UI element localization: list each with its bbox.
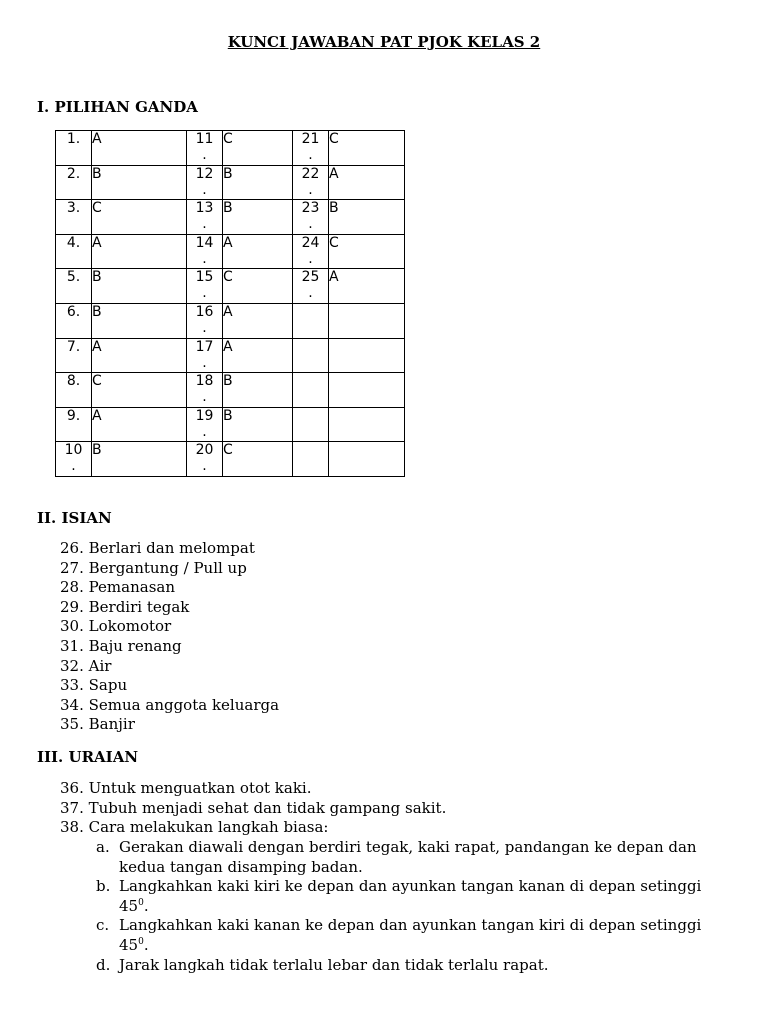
question-number-cell [293, 303, 329, 338]
answer-cell: A [92, 407, 187, 442]
answer-cell: B [329, 200, 405, 235]
question-number-cell [187, 131, 223, 166]
answer-cell: A [223, 234, 293, 269]
question-number-cell [187, 373, 223, 408]
question-number: 9. [66, 407, 81, 424]
question-number-cell [187, 269, 223, 304]
question-number: 1. [66, 131, 81, 147]
question-number-cell [56, 234, 92, 269]
answer-cell: A [223, 338, 293, 373]
question-number-cell [56, 407, 92, 442]
question-number-cell [187, 442, 223, 477]
answer-cell [329, 303, 405, 338]
list-item: 29. Berdiri tegak [60, 597, 190, 616]
question-number: 15 [195, 269, 214, 286]
question-number-cell [293, 338, 329, 373]
question-number: 18 [195, 373, 214, 390]
question-number: 8. [66, 373, 81, 390]
sub-item-text-main: Langkahkan kaki kiri ke depan dan ayunkan tangan kanan di depan setinggi 45 [119, 877, 702, 915]
answer-cell: A [92, 234, 187, 269]
question-number-cell [56, 131, 92, 166]
sub-item-letter: d. [96, 955, 111, 974]
question-number-cell [187, 407, 223, 442]
sub-item-text-end: . [143, 896, 149, 915]
answer-cell: C [329, 131, 405, 166]
answer-cell: A [223, 303, 293, 338]
question-number: 11 [195, 131, 214, 147]
table-row [56, 200, 405, 235]
list-item: 27. Bergantung / Pull up [60, 558, 247, 577]
question-number-cell [187, 338, 223, 373]
question-number-dot: . [202, 389, 207, 406]
question-number: 16 [195, 303, 214, 320]
answer-cell: C [92, 200, 187, 235]
question-number: 6. [66, 303, 81, 320]
degree-superscript: 0 [138, 936, 144, 947]
sub-item-letter: a. [96, 838, 110, 856]
answer-cell: C [329, 234, 405, 269]
question-number-cell [293, 165, 329, 200]
question-number-cell [293, 200, 329, 235]
question-number-dot: . [202, 181, 207, 198]
question-number-cell [187, 165, 223, 200]
question-number-cell [187, 234, 223, 269]
sub-item-text [119, 877, 721, 916]
answer-cell: C [92, 373, 187, 408]
list-item: 32. Air [60, 656, 112, 675]
table-row [56, 165, 405, 200]
answer-cell [329, 442, 405, 477]
table-row [56, 131, 405, 166]
answer-cell: A [329, 269, 405, 304]
list-item: 37. Tubuh menjadi sehat dan tidak gampang sakit. [60, 798, 447, 817]
question-number: 23 [301, 200, 320, 217]
answer-cell [329, 373, 405, 408]
answer-cell: A [329, 165, 405, 200]
question-number-cell [56, 442, 92, 477]
question-number: 5. [66, 269, 81, 286]
answer-cell: A [92, 131, 187, 166]
question-number-cell [56, 338, 92, 373]
question-number-dot: . [71, 458, 76, 475]
answer-cell: B [92, 269, 187, 304]
question-number-cell [56, 303, 92, 338]
table-row [56, 407, 405, 442]
question-number: 24 [301, 234, 320, 251]
question-number-dot: . [308, 285, 313, 302]
question-number: 19 [195, 407, 214, 424]
answer-table-body [56, 131, 405, 477]
table-row [56, 338, 405, 373]
list-item: 34. Semua anggota keluarga [60, 695, 280, 714]
table-row [56, 234, 405, 269]
question-number-dot: . [202, 147, 207, 163]
answer-cell: B [92, 442, 187, 477]
sub-item-letter: b. [96, 877, 111, 896]
question-number: 25 [301, 269, 320, 286]
document-title: KUNCI JAWABAN PAT PJOK KELAS 2 [227, 33, 541, 51]
answer-cell [329, 338, 405, 373]
question-number-cell [56, 373, 92, 408]
answer-cell: A [92, 338, 187, 373]
isian-list [60, 539, 279, 735]
uraian-list [60, 779, 446, 838]
list-item: 28. Pemanasan [60, 578, 175, 597]
answer-cell: B [223, 407, 293, 442]
question-number-cell [293, 442, 329, 477]
question-number: 7. [66, 338, 81, 355]
question-number: 3. [66, 200, 81, 217]
list-item: 35. Banjir [60, 715, 135, 734]
question-number: 21 [301, 131, 320, 147]
sub-item-letter: c. [96, 916, 110, 935]
question-number-dot: . [202, 423, 207, 440]
list-item: 36. Untuk menguatkan otot kaki. [60, 779, 312, 797]
answer-cell: C [223, 269, 293, 304]
question-number-dot: . [202, 354, 207, 371]
question-number-dot: . [202, 319, 207, 336]
question-number-cell [56, 200, 92, 235]
question-number-dot: . [202, 216, 207, 233]
answer-cell: C [223, 131, 293, 166]
list-item: 26. Berlari dan melompat [60, 539, 255, 557]
question-number-dot: . [308, 216, 313, 233]
question-number: 12 [195, 165, 214, 182]
question-number-cell [56, 165, 92, 200]
question-number: 14 [195, 234, 214, 251]
section-uraian-heading: III. URAIAN [37, 748, 139, 766]
question-number: 4. [66, 234, 81, 251]
question-number: 2. [66, 165, 81, 182]
answer-cell: B [223, 200, 293, 235]
question-number: 17 [195, 338, 214, 355]
sub-item-text [119, 956, 721, 976]
question-number-dot: . [202, 250, 207, 267]
question-number-cell [187, 303, 223, 338]
question-number: 10 [64, 442, 83, 459]
degree-superscript: 0 [138, 897, 144, 908]
question-number-cell [56, 269, 92, 304]
list-item: 33. Sapu [60, 676, 128, 695]
question-number: 20 [195, 442, 214, 459]
question-number-cell [293, 373, 329, 408]
table-row [56, 303, 405, 338]
answer-cell: C [223, 442, 293, 477]
sub-list-item [96, 838, 721, 877]
answer-cell: B [92, 165, 187, 200]
list-item: 31. Baju renang [60, 636, 182, 655]
question-number-dot: . [308, 181, 313, 198]
question-number-cell [293, 131, 329, 166]
question-number-cell [293, 269, 329, 304]
question-number-dot: . [308, 147, 313, 163]
sub-item-text-end: . [143, 935, 149, 954]
sub-list-item [96, 956, 721, 976]
answer-cell: B [223, 373, 293, 408]
sub-item-text [119, 838, 721, 877]
list-item: 38. Cara melakukan langkah biasa: [60, 818, 329, 837]
answer-cell [329, 407, 405, 442]
question-number: 22 [301, 165, 320, 182]
answer-cell: B [92, 303, 187, 338]
sub-list-item [96, 877, 721, 916]
table-row [56, 373, 405, 408]
sub-item-text-main: Langkahkan kaki kanan ke depan dan ayunkan tangan kiri di depan setinggi 45 [119, 916, 702, 954]
sub-item-text-main: Gerakan diawali dengan berdiri tegak, kaki rapat, pandangan ke depan dan kedua tangan disamping badan. [119, 838, 697, 876]
list-item: 30. Lokomotor [60, 617, 172, 636]
sub-list-item [96, 916, 721, 955]
answer-table [55, 130, 405, 477]
sub-item-text-main: Jarak langkah tidak terlalu lebar dan tidak terlalu rapat. [119, 955, 549, 974]
table-row [56, 269, 405, 304]
section-pilihan-ganda-heading: I. PILIHAN GANDA [37, 98, 198, 116]
question-number-dot: . [202, 458, 207, 475]
uraian-sub-list [96, 838, 721, 975]
question-number-cell [187, 200, 223, 235]
answer-cell: B [223, 165, 293, 200]
question-number: 13 [195, 200, 214, 217]
table-row [56, 442, 405, 477]
section-isian-heading: II. ISIAN [37, 509, 112, 527]
sub-item-text [119, 916, 721, 955]
question-number-cell [293, 234, 329, 269]
question-number-dot: . [202, 285, 207, 302]
question-number-cell [293, 407, 329, 442]
question-number-dot: . [308, 250, 313, 267]
